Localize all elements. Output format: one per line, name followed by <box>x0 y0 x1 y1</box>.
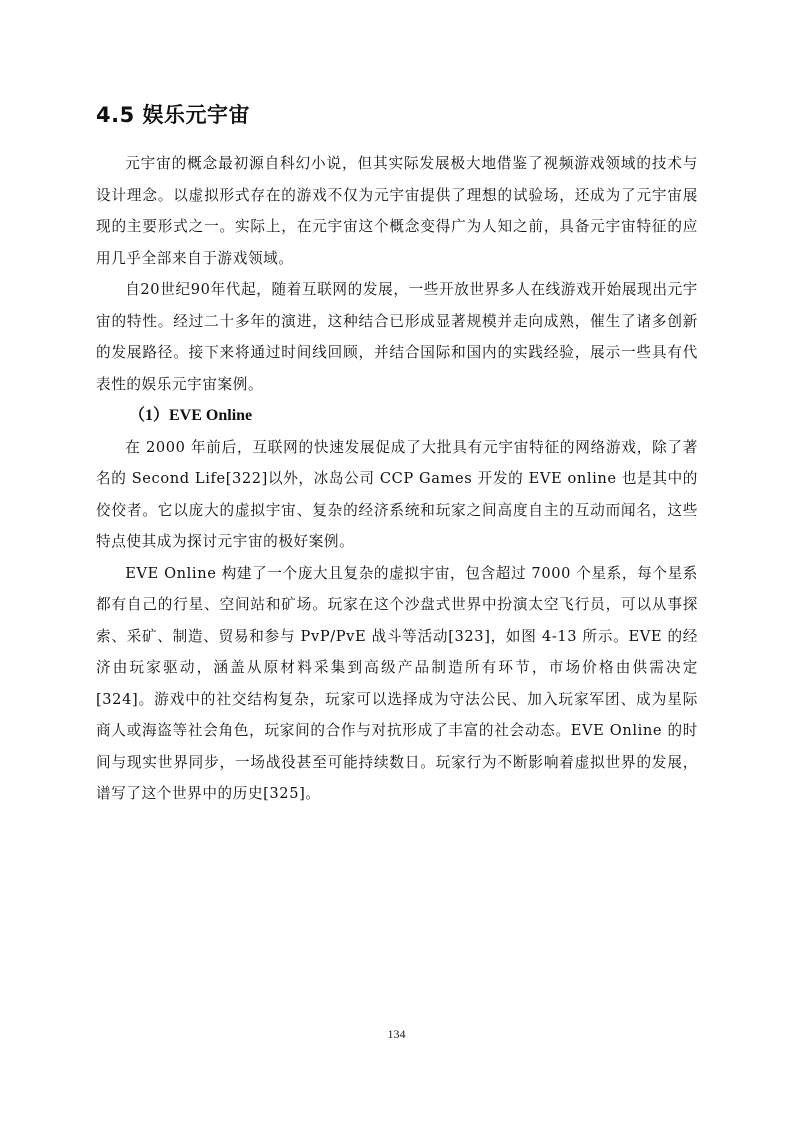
paragraph-eve-2: EVE Online 构建了一个庞大且复杂的虚拟宇宙，包含超过 7000 个星系，每个星系都有自己的行星、空间站和矿场。玩家在这个沙盘式世界中扮演太空飞行员，可以从事探索、采矿、制造、贸易和参与 PvP/PvE 战斗等活动[323]，如图 4-13 所示。EVE 的经济由玩家驱动，涵盖从原材料采集到高级产品制造所有环节，市场价格由供需决定[324]。游戏中的社交结构复杂，玩家可以选择成为守法公民、加入玩家军团、成为星际商人或海盗等社会角色，玩家间的合作与对抗形成了丰富的社会动态。EVE Online 的时间与现实世界同步，一场战役甚至可能持续数日。玩家行为不断影响着虚拟世界的发展，谱写了这个世界中的历史[325]。 <box>96 564 698 802</box>
subsection-title: （1）EVE Online <box>129 407 253 424</box>
section-title: 4.5 娱乐元宇宙 <box>96 103 251 127</box>
paragraph-intro-1: 元宇宙的概念最初源自科幻小说，但其实际发展极大地借鉴了视频游戏领域的技术与设计理念。以虚拟形式存在的游戏不仅为元宇宙提供了理想的试验场，还成为了元宇宙展现的主要形式之一。实际上，在元宇宙这个概念变得广为人知之前，具备元宇宙特征的应用几乎全部来自于游戏领域。 <box>96 155 698 267</box>
page-number: 134 <box>387 1027 406 1041</box>
body-text <box>96 148 698 810</box>
paragraph-eve-1: 在 2000 年前后，互联网的快速发展促成了大批具有元宇宙特征的网络游戏，除了著名的 Second Life[322]以外，冰岛公司 CCP Games 开发的 EVE online 也是其中的佼佼者。它以庞大的虚拟宇宙、复杂的经济系统和玩家之间高度自主的互动而闻名，这些特点使其成为探讨元宇宙的极好案例。 <box>96 438 698 550</box>
paragraph-intro-2: 自20世纪90年代起，随着互联网的发展，一些开放世界多人在线游戏开始展现出元宇宙的特性。经过二十多年的演进，这种结合已形成显著规模并走向成熟，催生了诸多创新的发展路径。接下来将通过时间线回顾，并结合国际和国内的实践经验，展示一些具有代表性的娱乐元宇宙案例。 <box>96 281 698 393</box>
